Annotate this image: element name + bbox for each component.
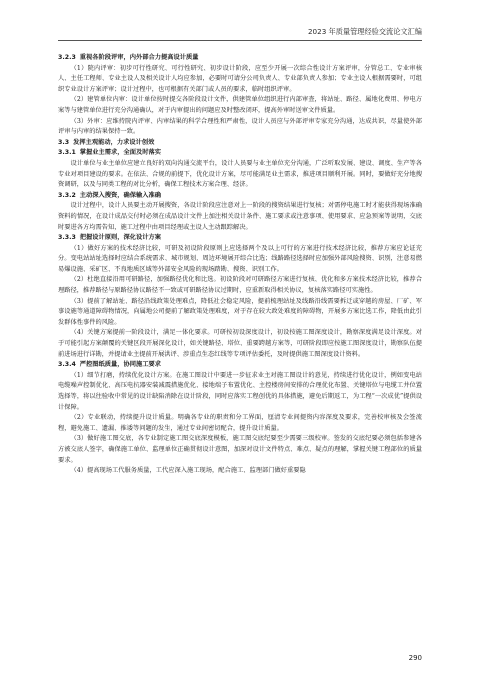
paragraph: 设计过程中，设计人员要主动开展搜资，各设计阶段应注意对上一阶段的搜资结果进行复核；对需停电施工时才能获得现场准确资料的情况，在设计成品交付时必须在成品设计文件上加注相关设计条件、施工要求或注意事项、使用要求、应急预案等说明，交底时要进各方均需告知，施工过程中由项目经理或主设人主动跟踪解决。: [58, 202, 422, 231]
running-header: 2023 年质量管理经验交流论文汇编: [58, 27, 422, 41]
section-heading: [58, 138, 422, 149]
page-number: 290: [408, 654, 422, 662]
paragraph: （2）杜绝直接沿用可研路径，加强路径优化和比选。初设阶段对可研路径方案进行复核、优化和多方案技术经济比较，推荐合理路径，推荐路径与原路径协议路径不一致或可研路径协议过期时，应重新取得相关协议，复核落实路径可实施性。: [58, 276, 422, 295]
section-title: 发挥主观能动，力求设计创效: [73, 138, 155, 146]
paragraph: （1）细节打磨，持续优化设计方案。在施工图设计中要进一步征求业主对施工图设计的意见，持续进行优化设计，例如变电站电缆噪声控制优化、高压电抗器安装减震措施优化、接地端子布置优化、主控楼房间安排的合理优化布置、关键塔位与电缆工井位置选择等，将以往验收中常见的设计缺陷消除在设计阶段，同时应落实工程创优的具体措施，避免后期返工，为工程“一次成优”提供设计保障。: [58, 371, 422, 411]
paragraph: 设计单位与业主单位应建立良好的双向沟通交流平台，设计人员要与业主单位充分沟通，广泛听取发展、建设、调度、生产等各专业对项目建设的要求。在依法、合规的前提下，优化设计方案，尽可能满足业主需求，推进项目顺利开展。同时，要做好充分地搜资调研，以及与同类工程的对比分析，确保工程技术方案合理、经济。: [58, 159, 422, 189]
paragraph: （1）院内评审：初步可行性研究、可行性研究、初步设计阶段，应至少开展一次综合性设计方案评审，分管总工、专业审核人、主任工程师、专业主设人及相关设计人均应参加，必要时可请分公司负责人、专业部负责人参加；专业主设人根据需要时，可组织专业设计方案评审；设计过程中，也可根据有关部门或人员的要求，临时组织评审。: [58, 64, 422, 93]
paragraph: （3）提前了解站址、路径沿线政策处理难点，降低社会稳定风险，提前梳理站址及线路沿线需要拆迁或穿越的房屋、厂矿、军事设施等通道障碍物情况，向属地公司提前了解政策处理难度，对于存在较大政处难度的障碍物，开展多方案比选工作，降低由此引发群体性事件的风险。: [58, 297, 422, 326]
paragraph: （4）提高现场工代服务质量，工代应深入施工现场，配合施工、监理部门做好重要隐: [70, 467, 306, 475]
section-heading: [58, 191, 422, 202]
section-title: 把握设计原则，深化设计方案: [79, 234, 162, 242]
section-title: 重视各阶段评审，内外部合力提高设计质量: [79, 54, 199, 61]
paragraph: （2）专业联动，持续提升设计质量。明确各专业的职责和分工界面，厘清专业间提资内容深度及要求，完善校审核及会签流程，避免施工、遗漏、推诿等问题的发生，通过专业间密切配合，提升设计质量。: [58, 414, 422, 432]
paragraph: （3）做好施工图交底，各专业制定施工图交底深度模板，施工图交底纪要至少需要三级校审。签发的交底纪要必须包括参建各方被交底人签字，确保施工单位、监理单位正确贯彻设计意图，加深对设计文件特点、难点、疑点的理解，掌握关键工程部位的质量要求。: [58, 435, 422, 464]
article-body: [58, 53, 422, 477]
document-page: [58, 0, 422, 679]
paragraph: （4）关键方案提前一阶段设计，满足一体化要求。可研按初设深度设计，初设按施工图深度设计，勘察深度满足设计深度。对于可能引起方案颠覆的关键区段开展深化设计，如关键路径、塔位、重要跨越方案等，可研阶段即应按施工图深度设计，勘察队伍提前进场进行详勘，并提请业主提前开展洪评、涉重点生态红线等专项评估委托，及时提供施工图深度设计资料。: [58, 329, 422, 358]
section-heading: [58, 233, 422, 244]
section-title: 掌握业主需求，全面及时落实: [79, 149, 162, 157]
section-title: 严控图纸质量，协同施工要求: [79, 361, 162, 369]
paragraph: （3）外审：应维持院内评审、内审结果的科学合理性和严肃性，设计人员应与外部评审专家充分沟通，达成共识，尽量使外部评审与内审的结果保持一致。: [58, 117, 422, 136]
section-heading: [58, 53, 422, 64]
section-number: 3.3.2: [58, 191, 76, 199]
section-number: 3.3.4: [58, 361, 76, 369]
paragraph: （1）做好方案的技术经济比较，可研及初设阶段原则上应选择两个及以上可行的方案进行技术经济比较，推荐方案应论证充分。变电站站址选择时应结合系统需求、城市规划、周边环境展开综合比选；线路路径选择时应加强外部风险搜资、识别，注意易燃易爆设施、采矿区、不良地质区域等外部安全风险的现场踏勘、搜资、识别工作。: [58, 244, 422, 273]
section-number: 3.3.1: [58, 149, 76, 157]
section-number: 3.3: [58, 138, 70, 146]
paragraph: （2）建管单位内审：设计单位按时提交各阶段设计文件，供建管单位组织进行内部审查，将站址、路径、属地化费用、停电方案等与建管单位进行充分沟通确认，对于内审提出的问题应及时整改闭环，提高外审时送审文件质量。: [58, 96, 422, 114]
section-title: 主动深入搜资，确保输入准确: [79, 191, 162, 199]
section-number: 3.2.3: [58, 54, 76, 61]
section-heading: [58, 360, 422, 371]
section-number: 3.3.3: [58, 234, 76, 242]
section-heading: [58, 148, 422, 159]
